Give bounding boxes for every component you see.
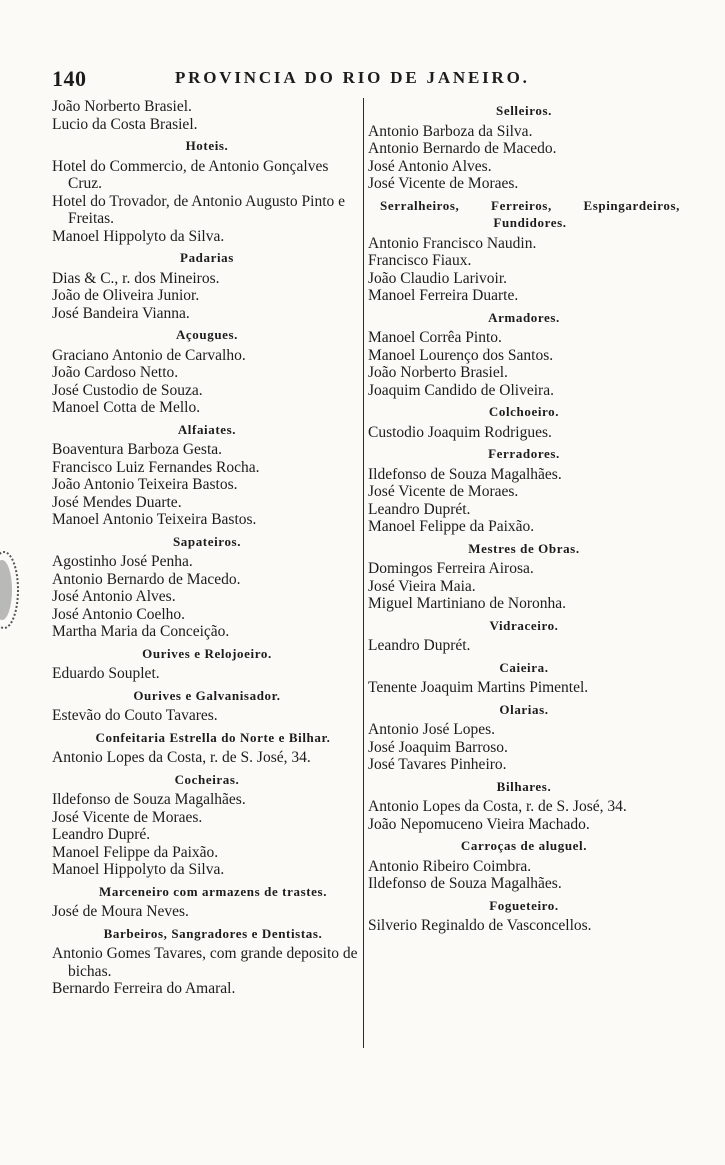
directory-entry: José Vicente de Moraes. <box>368 175 519 192</box>
directory-entry: Hotel do Trovador, de Antonio Augusto Pinto e Freitas. <box>52 192 346 227</box>
section-heading: Olarias. <box>499 701 549 717</box>
directory-entry: José de Moura Neves. <box>52 903 189 920</box>
directory-entry: José Vicente de Moraes. <box>52 808 203 826</box>
directory-entry: João Claudio Larivoir. <box>368 269 508 287</box>
column-divider <box>363 98 364 1048</box>
directory-entry: Antonio Ribeiro Coimbra. <box>368 857 532 875</box>
directory-entry: Francisco Fiaux. <box>368 252 472 269</box>
directory-entry: Miguel Martiniano de Noronha. <box>368 595 567 612</box>
directory-entry: José Antonio Coelho. <box>52 605 186 623</box>
directory-entry: Ildefonso de Souza Magalhães. <box>368 875 562 892</box>
section-heading: Confeitaria Estrella do Norte e Bilhar. <box>95 729 331 745</box>
directory-entry: Antonio Lopes da Costa, r. de S. José, 34. <box>52 749 311 766</box>
directory-entry: João de Oliveira Junior. <box>52 287 200 304</box>
directory-entry: Manoel Ferreira Duarte. <box>368 287 519 304</box>
directory-entry: Domingos Ferreira Airosa. <box>368 560 534 577</box>
directory-entry: Manoel Felippe da Paixão. <box>52 843 219 861</box>
section-heading: Armadores. <box>488 309 560 325</box>
directory-entry: Eduardo Souplet. <box>52 665 160 682</box>
directory-entry: Antonio Bernardo de Macedo. <box>368 140 557 157</box>
directory-entry: Manoel Lourenço dos Santos. <box>368 346 554 364</box>
directory-entry: Dias & C., r. dos Mineiros. <box>52 269 220 287</box>
section-heading: Carroças de aluguel. <box>460 838 588 853</box>
directory-entry: Antonio Bernardo de Macedo. <box>52 570 241 588</box>
section-heading: Açougues. <box>175 327 239 342</box>
directory-entry: Antonio Gomes Tavares, com grande deposito de bichas. <box>52 945 358 980</box>
section-heading: Ferradores. <box>488 446 560 461</box>
directory-entry: Manoel Cotta de Mello. <box>52 399 201 416</box>
directory-entry: José Vieira Maia. <box>368 577 476 595</box>
directory-entry: Joaquim Candido de Oliveira. <box>368 381 554 399</box>
directory-entry: Antonio Barboza da Silva. <box>368 122 533 140</box>
right-column <box>368 98 680 935</box>
ink-blot-decoration <box>0 545 26 635</box>
section-heading: Serralheiros, Ferreiros, Espingardeiros, Fundidores. <box>380 197 680 230</box>
section-heading: Colchoeiro. <box>488 404 560 419</box>
directory-entry: Graciano Antonio de Carvalho. <box>52 346 246 364</box>
directory-entry: Francisco Luiz Fernandes Rocha. <box>52 458 260 476</box>
directory-entry: Antonio Lopes da Costa, r. de S. José, 34. <box>368 798 627 815</box>
section-heading: Vidraceiro. <box>489 617 559 633</box>
directory-entry: Boaventura Barboza Gesta. <box>52 441 223 458</box>
section-heading: Sapateiros. <box>172 533 242 549</box>
directory-entry: José Mendes Duarte. <box>52 493 182 511</box>
directory-entry: João Norberto Brasiel. <box>368 364 508 381</box>
directory-entry: Leandro Dupré. <box>52 826 151 843</box>
directory-entry: João Norberto Brasiel. <box>52 98 192 115</box>
section-heading: Bilhares. <box>496 778 552 794</box>
section-heading: Ourives e Relojoeiro. <box>142 645 272 661</box>
section-heading: Fogueteiro. <box>489 897 559 913</box>
directory-entry: Hotel do Commercio, de Antonio Gonçalves Cruz. <box>52 157 329 192</box>
directory-entry: José Joaquim Barroso. <box>368 738 508 756</box>
section-heading: Barbeiros, Sangradores e Dentistas. <box>103 925 323 941</box>
directory-entry: Antonio José Lopes. <box>368 721 496 738</box>
directory-entry: Ildefonso de Souza Magalhães. <box>368 465 562 483</box>
left-column <box>52 98 362 998</box>
directory-entry: José Antonio Alves. <box>52 588 176 605</box>
section-heading: Hoteis. <box>185 138 229 153</box>
directory-entry: Custodio Joaquim Rodrigues. <box>368 423 552 441</box>
directory-entry: Bernardo Ferreira do Amaral. <box>52 980 236 997</box>
section-heading: Caieira. <box>499 659 549 675</box>
directory-entry: José Vicente de Moraes. <box>368 483 519 500</box>
directory-entry: Leandro Duprét. <box>368 637 471 654</box>
directory-entry: João Nepomuceno Vieira Machado. <box>368 815 590 833</box>
section-heading: Alfaiates. <box>177 421 237 437</box>
directory-entry: José Antonio Alves. <box>368 157 492 175</box>
directory-entry: Manoel Hippolyto da Silva. <box>52 227 225 245</box>
section-heading: Cocheiras. <box>174 771 240 787</box>
directory-entry: Leandro Duprét. <box>368 500 471 518</box>
section-heading: Selleiros. <box>496 103 552 118</box>
section-heading: Ourives e Galvanisador. <box>133 687 281 703</box>
directory-entry: José Bandeira Vianna. <box>52 304 190 322</box>
directory-entry: José Tavares Pinheiro. <box>368 756 507 773</box>
section-heading: Padarias <box>180 250 234 265</box>
section-heading: Marceneiro com armazens de trastes. <box>98 883 328 899</box>
directory-entry: João Cardoso Netto. <box>52 364 179 381</box>
directory-entry: Tenente Joaquim Martins Pimentel. <box>368 679 589 696</box>
directory-entry: João Antonio Teixeira Bastos. <box>52 476 238 493</box>
directory-entry: Agostinho José Penha. <box>52 553 193 570</box>
directory-entry: Manoel Felippe da Paixão. <box>368 518 535 535</box>
directory-entry: Estevão do Couto Tavares. <box>52 707 218 724</box>
directory-entry: José Custodio de Souza. <box>52 381 203 399</box>
directory-entry: Manoel Corrêa Pinto. <box>368 329 502 346</box>
directory-entry: Manoel Hippolyto da Silva. <box>52 861 225 878</box>
directory-entry: Lucio da Costa Brasiel. <box>52 115 198 133</box>
directory-entry: Martha Maria da Conceição. <box>52 623 230 640</box>
directory-entry: Antonio Francisco Naudin. <box>368 234 537 252</box>
section-heading: Mestres de Obras. <box>468 540 580 556</box>
running-head: PROVINCIA DO RIO DE JANEIRO. <box>175 68 530 87</box>
directory-entry: Silverio Reginaldo de Vasconcellos. <box>368 917 592 934</box>
directory-entry: Manoel Antonio Teixeira Bastos. <box>52 511 257 528</box>
page-number: 140 <box>52 66 87 91</box>
directory-entry: Ildefonso de Souza Magalhães. <box>52 791 246 808</box>
